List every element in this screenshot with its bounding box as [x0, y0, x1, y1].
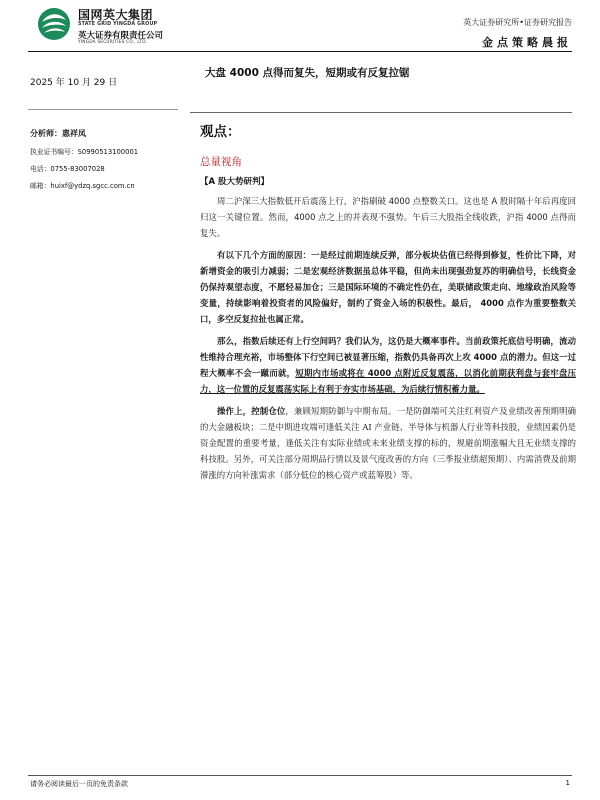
analyst-phone: 电话：0755-83007028 [30, 165, 105, 173]
analyst-license: 执业证书编号：S0990513100001 [30, 148, 139, 156]
title-divider [190, 112, 572, 113]
paragraph-2: 有以下几个方面的原因：一是经过前期连续反弹，部分板块估值已经得到修复，性价比下降，对新增资金的吸引力减弱；二是宏观经济数据虽总体平稳，但尚未出现强劲复苏的明确信号，长线资金仍保持观望态度，不愿轻易加仓；三是国际环境的不确定性仍在，美联储政策走向、地缘政治风险等变量，持续影响着投资者的风险偏好，制约了资金入场的积极性。最后， 4000 点作为重要整数关口，多空反复拉扯也属正常。 [200, 250, 576, 324]
section-heading: 总量视角 [200, 156, 242, 168]
paragraph-4-lead: 操作上，控制仓位 [217, 406, 286, 416]
analyst-block [30, 128, 190, 197]
report-title: 大盘 4000 点得而复失，短期或有反复拉锯 [205, 67, 410, 79]
logo-text-cn: 国网英大集团 [78, 8, 154, 22]
state-grid-logo-icon [36, 6, 72, 42]
section-tag: 【A 股大势研判】 [200, 177, 270, 187]
page-number: 1 [565, 779, 570, 787]
paragraph-3 [200, 333, 576, 397]
views-heading: 观点： [200, 124, 241, 140]
logo-text-en: STATE GRID YINGDA GROUP [78, 22, 158, 27]
analyst-name: 分析师：惠祥凤 [30, 129, 86, 138]
company-name-cn: 英大证券有限责任公司 [78, 31, 164, 41]
header-divider [28, 51, 572, 52]
paragraph-1: 周二沪深三大指数低开后震荡上行，沪指刷破 4000 点整数关口。这也是 A 股时隔十年后再度回归这一关键位置。然而，4000 点之上的并表现不强势。午后三大股指全线收跌，沪指 4000 点得而复失。 [200, 196, 576, 238]
paragraph-4 [200, 403, 576, 483]
footer-divider [28, 775, 572, 776]
report-date: 2025 年 10 月 29 日 [30, 78, 118, 88]
institute-label: 英大证券研究所•证券研究报告 [463, 18, 572, 27]
main-content [200, 120, 576, 489]
company-name-en: YINGDA SECURITIES CO., LTD. [78, 40, 148, 45]
disclaimer-note: 请务必阅读最后一页的免责条款 [30, 780, 128, 788]
analyst-email: 邮箱：huixf@ydzq.sgcc.com.cn [30, 182, 135, 190]
paragraph-3-underlined: 短期内市场或将在 4000 点附近反复震荡，以消化前期获利盘与套牢盘压力，这一位置的反复震荡实际上有利于夯实市场基础，为后续行情积蓄力量。 [200, 368, 577, 394]
paragraph-4-text: ，兼顾短期防御与中期布局。一是防御端可关注红利资产及业绩改善预期明确的大金融板块；二是中期进攻端可逢低关注 AI 产业链、半导体与机器人行业等科技股，业绩因素仍是资金配置的重要考量，逢低关注有实际业绩或未来业绩支撑的标的，规避前期涨幅大且无业绩支撑的科技股。另外，可关注部分周期品行情以及景气度改善的方向（三季报业绩超预期）、内需消费及前期滞涨的方向补涨需求（部分低位的核心资产或蓝筹股）等。 [200, 406, 577, 480]
sidebar-divider-top [28, 109, 178, 110]
paragraph-3-text: 那么，指数后续还有上行空间吗？我们认为，这仍是大概率事件。当前政策托底信号明确，流动性维持合理充裕，市场整体下行空间已被显著压缩，指数仍具备再次上攻 4000 点的潜力。但这一过程大概率不会一蹴而就， [200, 336, 576, 378]
report-type-label: 金点策略晨报 [482, 36, 572, 49]
company-logo [36, 4, 206, 46]
